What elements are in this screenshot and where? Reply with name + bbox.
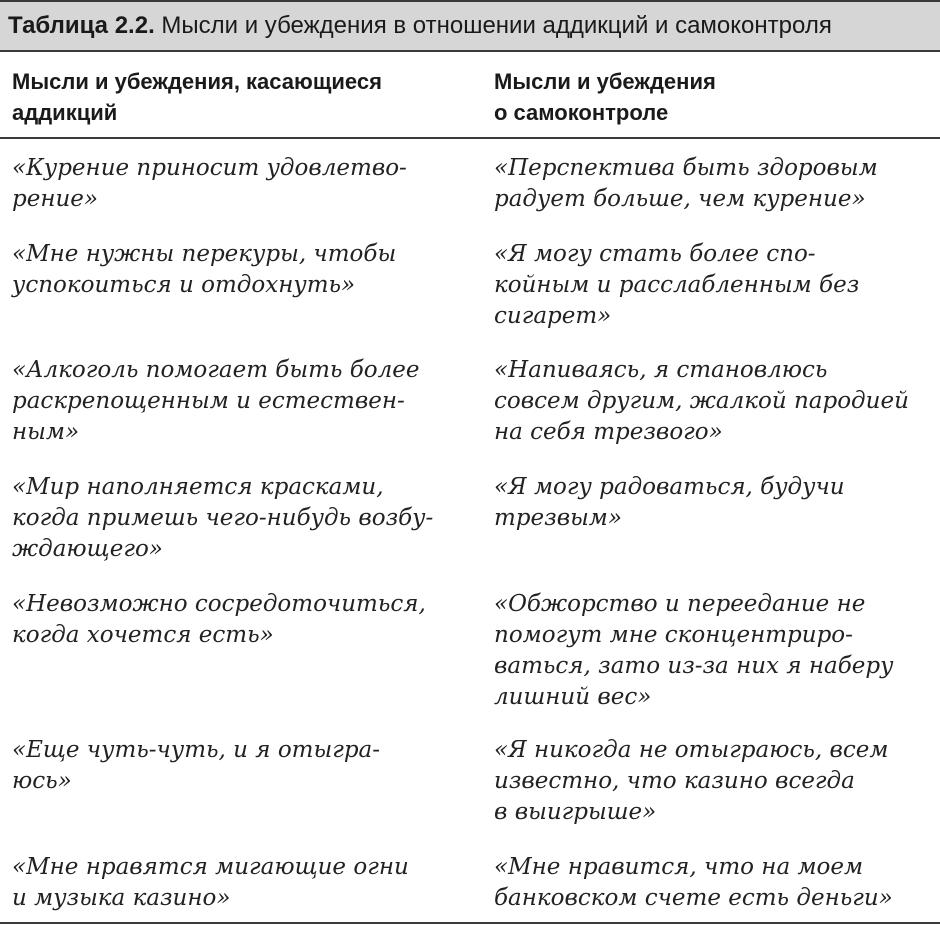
- table-cell-selfcontrol: «Я никогда не отыграюсь, всем известно, что казино всегда в выигрыше»: [494, 737, 889, 825]
- column-header-selfcontrol: Мысли и убеждения о самоконтроле: [494, 69, 716, 125]
- column-header-addictions: Мысли и убеждения, касающиеся аддикций: [12, 69, 382, 125]
- table-bottom-rule: [0, 922, 940, 924]
- table-caption: [0, 0, 940, 52]
- table-cell-addiction: «Курение приносит удовлетво- рение»: [12, 155, 407, 212]
- table-cell-selfcontrol: «Перспектива быть здоровым радует больше, чем курение»: [494, 155, 878, 212]
- table-cell-selfcontrol: «Я могу радоваться, будучи трезвым»: [494, 474, 845, 531]
- table-caption-number: Таблица 2.2.: [8, 12, 155, 39]
- table-cell-addiction: «Алкоголь помогает быть более раскрепощенным и естествен- ным»: [12, 357, 420, 445]
- table-cell-addiction: «Еще чуть-чуть, и я отыгра- юсь»: [12, 737, 381, 794]
- table-cell-addiction: «Мне нужны перекуры, чтобы успокоиться и отдохнуть»: [12, 241, 397, 298]
- table-cell-addiction: «Невозможно сосредоточиться, когда хочется есть»: [12, 591, 426, 648]
- table-caption-text: Мысли и убеждения в отношении аддикций и самоконтроля: [161, 12, 832, 39]
- table-cell-addiction: «Мне нравятся мигающие огни и музыка казино»: [12, 854, 409, 911]
- table-cell-addiction: «Мир наполняется красками, когда примешь чего-нибудь возбу- ждающего»: [12, 474, 434, 562]
- table-cell-selfcontrol: «Напиваясь, я становлюсь совсем другим, жалкой пародией на себя трезвого»: [494, 357, 909, 445]
- table-cell-selfcontrol: «Обжорство и переедание не помогут мне сконцентриро- ваться, зато из-за них я наберу лишний вес»: [494, 591, 894, 710]
- table-cell-selfcontrol: «Мне нравится, что на моем банковском счете есть деньги»: [494, 854, 893, 911]
- header-divider: [0, 137, 940, 139]
- table-cell-selfcontrol: «Я могу стать более спо- койным и расслабленным без сигарет»: [494, 241, 860, 329]
